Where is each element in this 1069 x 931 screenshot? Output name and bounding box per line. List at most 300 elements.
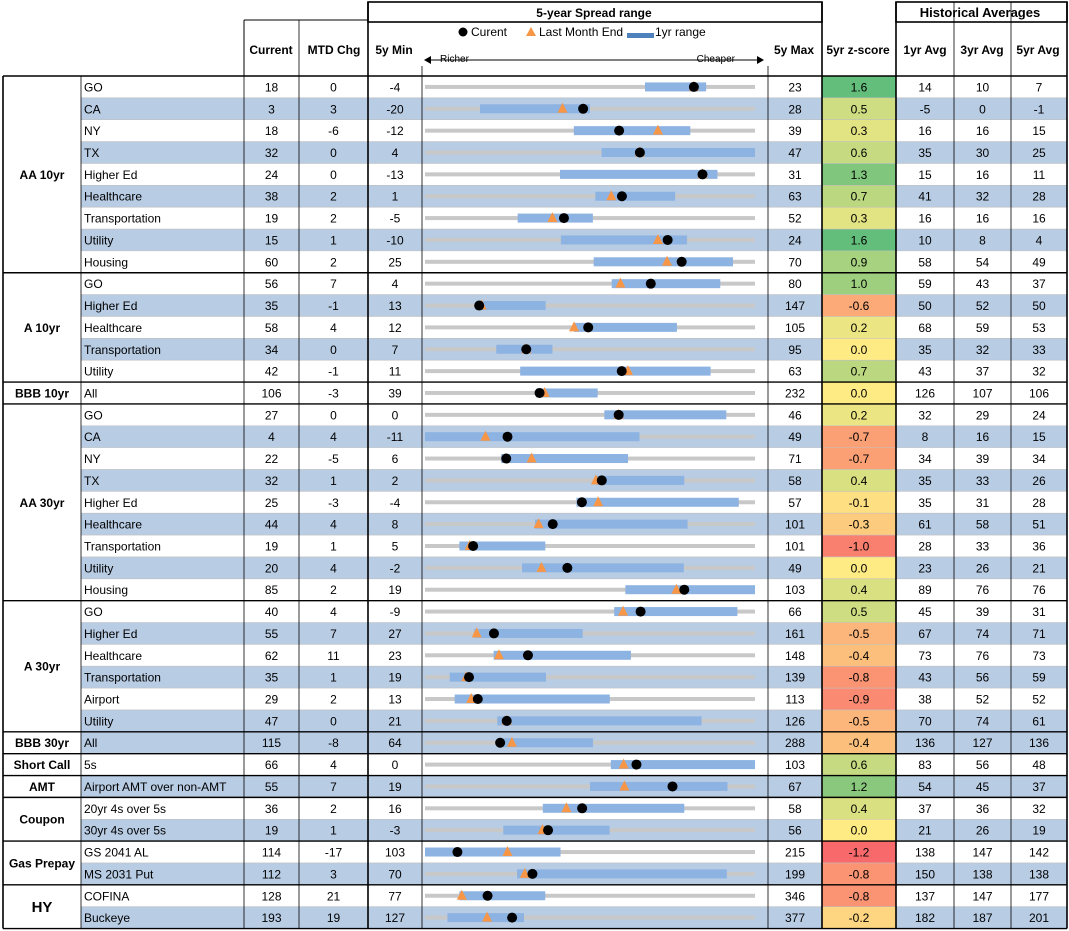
group-label-short-call: Short Call: [13, 758, 71, 773]
one-year-range-bar: [480, 104, 590, 113]
cheaper-label: Cheaper: [696, 54, 735, 65]
current-value: 3: [268, 102, 275, 117]
avg-1yr: 28: [918, 539, 932, 554]
min-5y: 70: [388, 867, 402, 882]
zscore-value: 0.5: [850, 605, 868, 620]
max-5y: 39: [788, 124, 802, 139]
group-label-bbb-30yr: BBB 30yr: [14, 736, 70, 751]
one-year-range-bar: [590, 782, 728, 791]
mtd-change: 0: [330, 167, 337, 182]
current-marker: [473, 694, 483, 704]
avg-3yr: 56: [975, 758, 990, 773]
avg-5yr: 33: [1032, 342, 1046, 357]
avg-1yr: 45: [918, 605, 932, 620]
current-value: 27: [264, 408, 279, 423]
row-name: 30yr 4s over 5s: [84, 823, 167, 838]
zscore-value: 0.6: [850, 758, 868, 773]
current-marker: [503, 432, 513, 442]
zscore-value: -1.2: [848, 845, 870, 860]
avg-1yr: 150: [914, 867, 936, 882]
mtd-change: 1: [330, 473, 337, 488]
avg-3yr: 39: [975, 605, 990, 620]
header-5y-max: 5y Max: [773, 43, 815, 57]
group-label-aa-30yr: AA 30yr: [19, 495, 65, 510]
mtd-change: 3: [330, 102, 337, 117]
zscore-value: 1.2: [850, 779, 868, 794]
avg-5yr: 11: [1032, 167, 1046, 182]
max-5y: 57: [788, 495, 802, 510]
max-5y: 52: [788, 211, 802, 226]
zscore-value: -0.4: [848, 648, 870, 663]
avg-5yr: 32: [1032, 364, 1046, 379]
current-marker: [631, 760, 641, 770]
row-name: NY: [84, 452, 101, 467]
avg-5yr: 73: [1032, 648, 1046, 663]
current-marker: [635, 148, 645, 158]
avg-3yr: 16: [975, 211, 990, 226]
mtd-change: 7: [330, 779, 337, 794]
current-marker: [578, 104, 588, 114]
zscore-value: 1.3: [850, 167, 868, 182]
current-marker: [501, 454, 511, 464]
current-value: 20: [264, 561, 279, 576]
group-label-hy: HY: [31, 899, 53, 917]
current-marker: [452, 847, 462, 857]
min-5y: -13: [386, 167, 404, 182]
current-value: 44: [264, 517, 279, 532]
avg-1yr: 43: [918, 364, 932, 379]
one-year-range-bar: [560, 170, 718, 179]
max-5y: 126: [784, 714, 806, 729]
max-5y: 103: [784, 583, 806, 598]
avg-5yr: 16: [1032, 211, 1046, 226]
zscore-value: 0.2: [850, 408, 868, 423]
mtd-change: 4: [330, 430, 337, 445]
row-name: Transportation: [84, 342, 161, 357]
current-value: 40: [264, 605, 279, 620]
current-value: 19: [264, 539, 279, 554]
max-5y: 232: [784, 386, 806, 401]
current-value: 112: [261, 867, 282, 882]
avg-5yr: 25: [1032, 146, 1046, 161]
avg-3yr: 107: [972, 386, 993, 401]
current-marker: [543, 825, 553, 835]
current-marker: [507, 913, 517, 923]
mtd-change: 0: [330, 714, 337, 729]
current-value: 66: [264, 758, 279, 773]
min-5y: 19: [388, 779, 402, 794]
zscore-value: 0.4: [850, 583, 868, 598]
avg-1yr: 35: [918, 342, 932, 357]
avg-3yr: 127: [972, 736, 993, 751]
zscore-value: 0.4: [850, 801, 868, 816]
current-value: 114: [261, 845, 282, 860]
avg-3yr: 16: [975, 124, 990, 139]
min-5y: 0: [391, 758, 399, 773]
current-marker: [663, 235, 673, 245]
current-marker: [548, 519, 558, 529]
legend-last-month-marker: [526, 27, 536, 36]
current-value: 34: [264, 342, 279, 357]
mtd-change: 2: [330, 583, 337, 598]
one-year-range-bar: [497, 716, 701, 725]
min-5y: 2: [391, 473, 399, 488]
row-name: Utility: [84, 233, 114, 248]
current-value: 106: [261, 386, 282, 401]
one-year-range-bar: [494, 651, 631, 660]
one-year-range-bar: [459, 891, 545, 900]
row-name: Higher Ed: [84, 167, 138, 182]
max-5y: 23: [788, 80, 802, 95]
avg-1yr: 83: [918, 758, 932, 773]
mtd-change: 1: [330, 539, 337, 554]
zscore-value: 0.9: [850, 255, 868, 270]
max-5y: 346: [784, 889, 806, 904]
avg-5yr: 31: [1032, 605, 1046, 620]
current-marker: [521, 344, 531, 354]
current-marker: [689, 82, 699, 92]
mtd-change: 4: [330, 517, 337, 532]
avg-1yr: 50: [918, 299, 932, 314]
min-5y: 12: [388, 320, 402, 335]
zscore-value: 0.3: [850, 124, 868, 139]
min-5y: 4: [391, 277, 399, 292]
avg-5yr: 53: [1032, 320, 1046, 335]
zscore-value: -0.7: [848, 430, 870, 445]
avg-5yr: 61: [1032, 714, 1046, 729]
avg-1yr: 67: [918, 626, 932, 641]
zscore-value: -0.2: [848, 911, 870, 926]
current-marker: [583, 322, 593, 332]
avg-3yr: 33: [975, 539, 990, 554]
avg-3yr: 74: [975, 626, 990, 641]
header-1yr-avg: 1yr Avg: [903, 43, 947, 57]
header-5y-min: 5y Min: [375, 43, 413, 57]
min-5y: -3: [389, 823, 401, 838]
row-name: COFINA: [84, 889, 130, 904]
avg-1yr: 58: [918, 255, 932, 270]
zscore-value: -0.6: [848, 299, 870, 314]
header-zscore: 5yr z-score: [826, 43, 890, 57]
mtd-change: 4: [330, 561, 337, 576]
min-5y: 7: [391, 342, 399, 357]
one-year-range-bar: [503, 738, 593, 747]
avg-1yr: 70: [918, 714, 932, 729]
mtd-change: -3: [328, 495, 339, 510]
one-year-range-bar: [479, 301, 545, 310]
avg-3yr: 56: [975, 670, 990, 685]
min-5y: 103: [384, 845, 406, 860]
row-name: Airport: [84, 692, 120, 707]
row-name: CA: [84, 430, 101, 445]
row-name: Higher Ed: [84, 626, 138, 641]
min-5y: -4: [389, 80, 401, 95]
one-year-range-bar: [612, 279, 721, 288]
current-value: 60: [264, 255, 279, 270]
avg-5yr: 19: [1032, 823, 1046, 838]
current-marker: [617, 366, 627, 376]
avg-1yr: 8: [921, 430, 929, 445]
mtd-change: -1: [328, 364, 339, 379]
avg-3yr: 39: [975, 452, 990, 467]
avg-1yr: 21: [918, 823, 932, 838]
zscore-value: -0.4: [848, 736, 870, 751]
current-value: 56: [264, 277, 279, 292]
min-5y: -10: [386, 233, 404, 248]
current-value: 32: [264, 146, 279, 161]
max-5y: 113: [785, 692, 805, 707]
legend-range-swatch: [627, 33, 654, 38]
avg-3yr: 52: [975, 692, 990, 707]
current-value: 42: [264, 364, 279, 379]
avg-3yr: 29: [975, 408, 990, 423]
current-marker: [464, 672, 474, 682]
avg-3yr: 10: [975, 80, 990, 95]
avg-1yr: 38: [918, 692, 932, 707]
arrow-right-icon: [757, 56, 764, 64]
row-name: GO: [84, 408, 103, 423]
current-value: 22: [264, 452, 279, 467]
avg-5yr: 76: [1032, 583, 1046, 598]
min-5y: 0: [391, 408, 399, 423]
one-year-range-bar: [574, 126, 690, 135]
zscore-value: -1.0: [848, 539, 870, 554]
range-track: [425, 347, 755, 351]
avg-1yr: 138: [914, 845, 936, 860]
max-5y: 95: [788, 342, 802, 357]
mtd-change: 2: [330, 211, 337, 226]
row-name: NY: [84, 124, 101, 139]
max-5y: 66: [788, 605, 802, 620]
avg-3yr: 31: [975, 495, 990, 510]
group-labels: [9, 168, 75, 916]
current-value: 193: [261, 911, 282, 926]
min-5y: 8: [391, 517, 399, 532]
row-name: Airport AMT over non-AMT: [84, 779, 227, 794]
row-name: Housing: [84, 583, 129, 598]
zscore-value: -0.9: [848, 692, 870, 707]
avg-5yr: 48: [1032, 758, 1046, 773]
legend-range-label: 1yr range: [655, 25, 706, 39]
avg-1yr: 54: [918, 779, 932, 794]
current-value: 35: [264, 670, 279, 685]
one-year-range-bar: [625, 585, 755, 594]
min-5y: 6: [391, 452, 399, 467]
zscore-value: 0.0: [850, 386, 868, 401]
row-name: Higher Ed: [84, 495, 138, 510]
one-year-range-bar: [517, 869, 727, 878]
avg-5yr: 71: [1032, 626, 1046, 641]
avg-5yr: 177: [1028, 889, 1050, 904]
mtd-change: 7: [330, 277, 337, 292]
mtd-change: 1: [330, 823, 337, 838]
max-5y: 31: [788, 167, 802, 182]
header-mtd-chg: MTD Chg: [307, 43, 361, 57]
mtd-change: 4: [330, 320, 337, 335]
group-label-a-10yr: A 10yr: [23, 320, 61, 335]
mtd-change: 11: [327, 648, 340, 663]
group-label-bbb-10yr: BBB 10yr: [14, 386, 70, 401]
min-5y: 39: [388, 386, 402, 401]
max-5y: 49: [788, 430, 802, 445]
row-name: Utility: [84, 561, 114, 576]
avg-3yr: 74: [975, 714, 990, 729]
avg-1yr: 34: [918, 452, 932, 467]
max-5y: 101: [784, 539, 806, 554]
current-marker: [614, 410, 624, 420]
max-5y: 147: [784, 299, 806, 314]
max-5y: 67: [788, 779, 802, 794]
current-marker: [698, 169, 708, 179]
zscore-value: 0.2: [850, 320, 868, 335]
row-name: Transportation: [84, 211, 161, 226]
row-name: 20yr 4s over 5s: [84, 801, 167, 816]
min-5y: 16: [388, 801, 402, 816]
max-5y: 58: [788, 473, 802, 488]
zscore-value: -0.8: [848, 889, 870, 904]
mtd-change: 7: [330, 626, 337, 641]
group-label-gas-prepay: Gas Prepay: [8, 856, 76, 871]
current-value: 35: [264, 299, 279, 314]
one-year-range-bar: [425, 848, 561, 857]
avg-5yr: 106: [1028, 386, 1050, 401]
avg-1yr: 32: [918, 408, 932, 423]
avg-1yr: 43: [918, 670, 932, 685]
current-value: 24: [264, 167, 279, 182]
current-marker: [646, 279, 656, 289]
one-year-range-bar: [503, 826, 609, 835]
current-marker: [562, 563, 572, 573]
min-5y: 64: [388, 736, 402, 751]
zscore-value: 1.0: [850, 277, 868, 292]
avg-3yr: 54: [975, 255, 990, 270]
range-track: [425, 478, 755, 482]
min-5y: -4: [389, 495, 401, 510]
mtd-change: -1: [328, 299, 339, 314]
current-value: 25: [264, 495, 279, 510]
avg-3yr: 147: [972, 845, 993, 860]
avg-3yr: 76: [975, 648, 990, 663]
current-value: 36: [264, 801, 279, 816]
mtd-change: 21: [326, 889, 341, 904]
avg-1yr: -5: [919, 102, 931, 117]
mtd-change: 19: [326, 911, 341, 926]
current-marker: [495, 738, 505, 748]
zscore-value: -0.3: [848, 517, 870, 532]
row-name: Higher Ed: [84, 299, 138, 314]
mtd-change: 0: [330, 408, 337, 423]
one-year-range-bar: [596, 476, 684, 485]
zscore-value: 0.0: [850, 561, 868, 576]
min-5y: 11: [388, 364, 402, 379]
avg-5yr: 28: [1032, 189, 1046, 204]
min-5y: 27: [388, 626, 402, 641]
current-value: 115: [261, 736, 282, 751]
avg-3yr: 76: [975, 583, 990, 598]
current-value: 15: [264, 233, 279, 248]
current-value: 18: [264, 80, 279, 95]
avg-1yr: 16: [918, 124, 932, 139]
max-5y: 139: [784, 670, 806, 685]
avg-3yr: 147: [972, 889, 993, 904]
max-5y: 71: [788, 452, 802, 467]
avg-3yr: 26: [975, 561, 990, 576]
mtd-change: 1: [330, 670, 337, 685]
min-5y: 21: [388, 714, 402, 729]
zscore-value: 1.6: [850, 80, 868, 95]
richer-cheaper-axis: [424, 54, 764, 65]
max-5y: 70: [788, 255, 802, 270]
avg-1yr: 37: [918, 801, 932, 816]
min-5y: -2: [389, 561, 401, 576]
avg-1yr: 23: [918, 561, 932, 576]
group-label-a-30yr: A 30yr: [23, 659, 61, 674]
max-5y: 56: [788, 823, 802, 838]
max-5y: 63: [788, 364, 802, 379]
avg-3yr: 37: [975, 364, 990, 379]
zscore-value: -0.7: [848, 452, 870, 467]
max-5y: 46: [788, 408, 802, 423]
current-value: 4: [268, 430, 275, 445]
current-marker: [489, 628, 499, 638]
row-name: 5s: [84, 758, 97, 773]
max-5y: 199: [784, 867, 806, 882]
header-current: Current: [249, 43, 293, 57]
avg-1yr: 182: [914, 911, 936, 926]
mtd-change: 3: [330, 867, 337, 882]
avg-1yr: 41: [918, 189, 932, 204]
current-value: 55: [264, 626, 279, 641]
one-year-range-bar: [501, 454, 628, 463]
row-name: Healthcare: [84, 648, 143, 663]
min-5y: -11: [386, 430, 404, 445]
max-5y: 101: [784, 517, 806, 532]
current-marker: [527, 869, 537, 879]
avg-3yr: 16: [975, 167, 990, 182]
min-5y: 77: [388, 889, 402, 904]
current-marker: [559, 213, 569, 223]
header-3yr-avg: 3yr Avg: [960, 43, 1004, 57]
avg-1yr: 89: [918, 583, 932, 598]
avg-3yr: 52: [975, 299, 990, 314]
max-5y: 377: [784, 911, 806, 926]
avg-1yr: 59: [918, 277, 932, 292]
mtd-change: -5: [328, 452, 339, 467]
mtd-change: 4: [330, 758, 337, 773]
current-value: 85: [264, 583, 279, 598]
mtd-change: 0: [330, 146, 337, 161]
chart-legend: [459, 25, 707, 39]
avg-5yr: 50: [1032, 299, 1046, 314]
avg-5yr: 142: [1028, 845, 1050, 860]
max-5y: 148: [784, 648, 806, 663]
avg-5yr: 15: [1032, 430, 1046, 445]
avg-1yr: 10: [918, 233, 932, 248]
avg-5yr: 24: [1032, 408, 1046, 423]
current-marker: [474, 301, 484, 311]
current-marker: [617, 191, 627, 201]
row-name: Healthcare: [84, 189, 143, 204]
mtd-change: -6: [328, 124, 339, 139]
avg-5yr: 49: [1032, 255, 1046, 270]
zscore-value: -0.8: [848, 670, 870, 685]
max-5y: 47: [788, 146, 802, 161]
mtd-change: 4: [330, 605, 337, 620]
one-year-range-bar: [425, 432, 640, 441]
one-year-range-bar: [522, 563, 684, 572]
avg-5yr: 51: [1032, 517, 1046, 532]
row-name: TX: [84, 473, 100, 488]
